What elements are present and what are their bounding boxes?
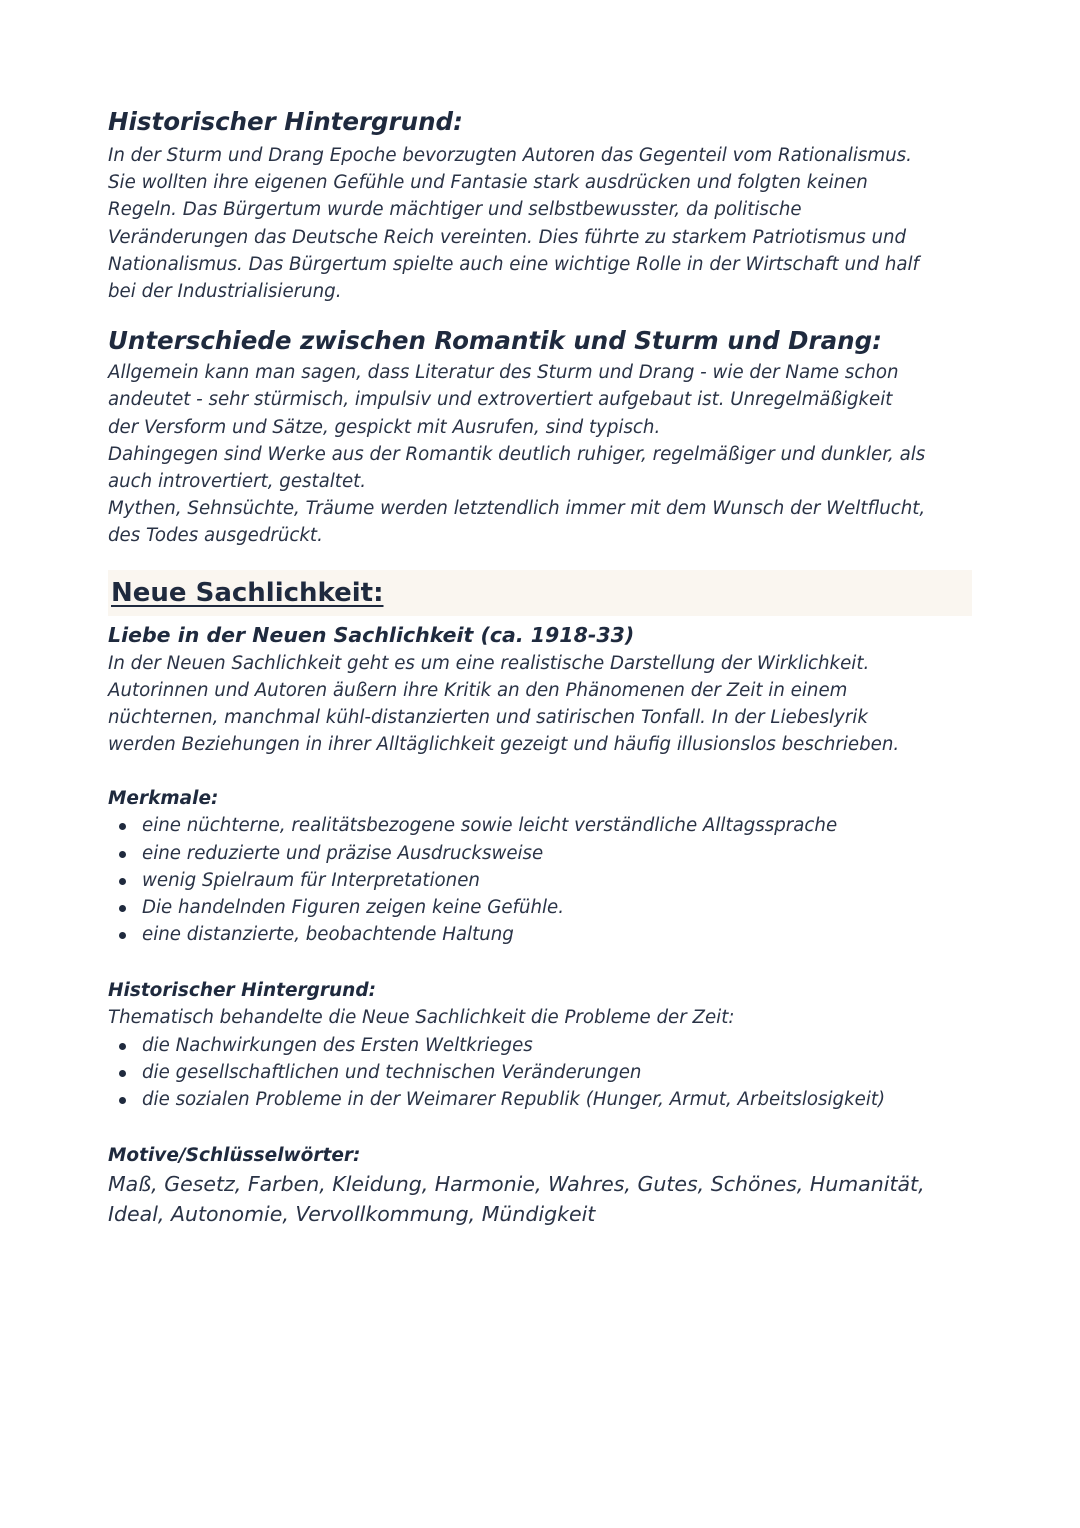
text-line: andeutet - sehr stürmisch, impulsiv und extrovertiert aufgebaut ist. Unregelmäßigkeit xyxy=(108,389,893,411)
list-merkmale xyxy=(108,812,974,948)
heading-historischer-hintergrund-2: Historischer Hintergrund: xyxy=(108,980,376,1002)
section-title-neue-sachlichkeit: Neue Sachlichkeit: xyxy=(111,577,384,608)
text-line: Veränderungen das Deutsche Reich vereinten. Dies führte zu starkem Patriotismus und xyxy=(108,226,907,248)
list-item: Die handelnden Figuren zeigen keine Gefühle. xyxy=(116,894,974,921)
list-item: eine reduzierte und präzise Ausdrucksweise xyxy=(116,840,974,867)
text-line: auch introvertiert, gestaltet. xyxy=(108,471,367,493)
text-line: Maß, Gesetz, Farben, Kleidung, Harmonie, Wahres, Gutes, Schönes, Humanität, xyxy=(108,1172,925,1197)
paragraph-liebe xyxy=(108,650,974,759)
list-item: wenig Spielraum für Interpretationen xyxy=(116,867,974,894)
text-line: bei der Industrialisierung. xyxy=(108,281,342,303)
list-item: eine distanzierte, beobachtende Haltung xyxy=(116,921,974,948)
list-item: die gesellschaftlichen und technischen Veränderungen xyxy=(116,1059,974,1086)
paragraph-historischer-hintergrund-1 xyxy=(108,142,974,305)
text-line: In der Neuen Sachlichkeit geht es um eine realistische Darstellung der Wirklichkeit. xyxy=(108,652,870,674)
heading-unterschiede: Unterschiede zwischen Romantik und Sturm und Drang: xyxy=(108,326,882,356)
document-page xyxy=(108,104,974,1229)
heading-historischer-hintergrund-1: Historischer Hintergrund: xyxy=(108,107,463,136)
text-line: Autorinnen und Autoren äußern ihre Kritik an den Phänomenen der Zeit in einem xyxy=(108,679,848,701)
list-item: die sozialen Probleme in der Weimarer Republik (Hunger, Armut, Arbeitslosigkeit) xyxy=(116,1086,974,1113)
text-line: Nationalismus. Das Bürgertum spielte auch eine wichtige Rolle in der Wirtschaft und half xyxy=(108,253,919,275)
heading-motive: Motive/Schlüsselwörter: xyxy=(108,1145,361,1167)
text-line: Dahingegen sind Werke aus der Romantik deutlich ruhiger, regelmäßiger und dunkler, als xyxy=(108,443,926,465)
text-line: werden Beziehungen in ihrer Alltäglichkeit gezeigt und häufig illusionslos beschrieben. xyxy=(108,734,900,756)
text-line: Sie wollten ihre eigenen Gefühle und Fantasie stark ausdrücken und folgten keinen xyxy=(108,172,868,194)
text-line: des Todes ausgedrückt. xyxy=(108,525,323,547)
text-line: nüchternen, manchmal kühl-distanzierten und satirischen Tonfall. In der Liebeslyrik xyxy=(108,707,868,729)
text-line: Regeln. Das Bürgertum wurde mächtiger und selbstbewusster, da politische xyxy=(108,199,802,221)
heading-liebe-neue-sachlichkeit: Liebe in der Neuen Sachlichkeit (ca. 1918-33) xyxy=(108,622,635,647)
section-banner-neue-sachlichkeit xyxy=(108,570,972,616)
heading-merkmale: Merkmale: xyxy=(108,788,219,810)
paragraph-motive xyxy=(108,1169,974,1229)
text-line: der Versform und Sätze, gespickt mit Ausrufen, sind typisch. xyxy=(108,416,661,438)
list-item: die Nachwirkungen des Ersten Weltkrieges xyxy=(116,1032,974,1059)
text-hist-intro: Thematisch behandelte die Neue Sachlichkeit die Probleme der Zeit: xyxy=(108,1007,735,1029)
list-item: eine nüchterne, realitätsbezogene sowie leicht verständliche Alltagssprache xyxy=(116,812,974,839)
text-line: Allgemein kann man sagen, dass Literatur des Sturm und Drang - wie der Name schon xyxy=(108,362,899,384)
list-hist-items xyxy=(108,1032,974,1114)
text-line: Ideal, Autonomie, Vervollkommung, Mündigkeit xyxy=(108,1202,596,1227)
paragraph-unterschiede xyxy=(108,359,974,549)
text-line: Mythen, Sehnsüchte, Träume werden letztendlich immer mit dem Wunsch der Weltflucht, xyxy=(108,498,926,520)
text-line: In der Sturm und Drang Epoche bevorzugten Autoren das Gegenteil vom Rationalismus. xyxy=(108,145,912,166)
